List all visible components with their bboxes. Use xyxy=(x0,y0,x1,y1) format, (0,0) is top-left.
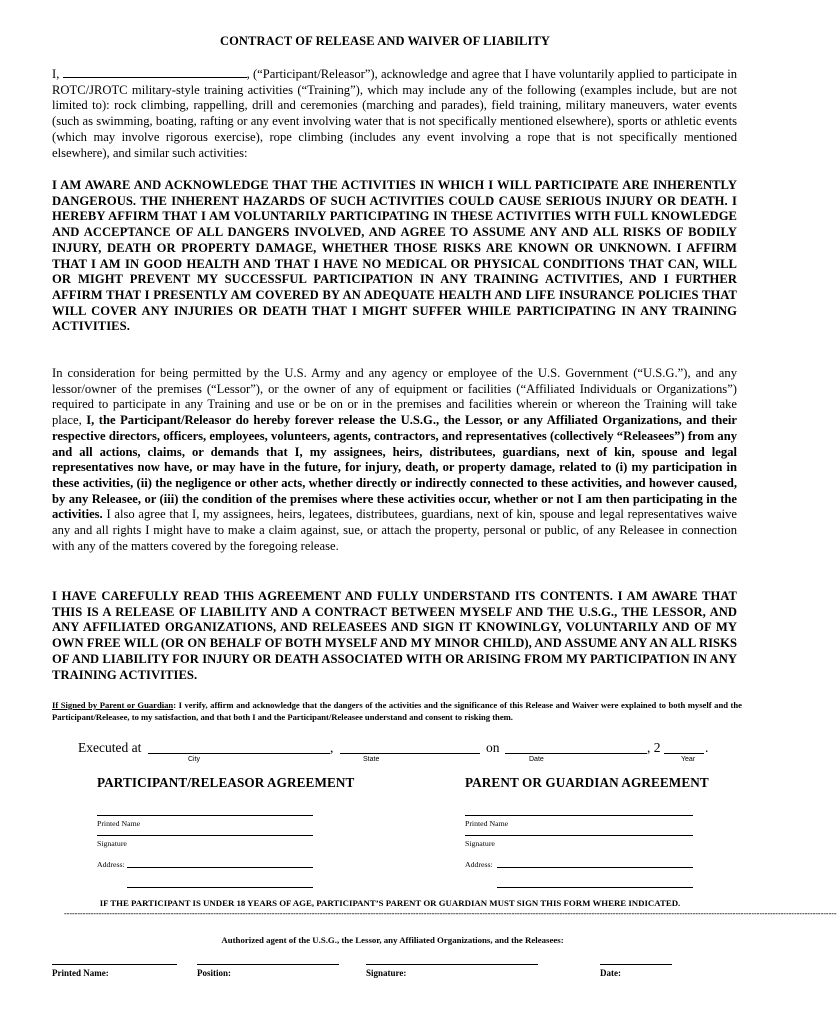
consideration-part2: I also agree that I, my assignees, heirs, legatees, distributees, guardians, next of kin, spouse and legal representatives waive any and all rights I might have to make a claim against, sue, or attach the property, personal or public, of any Releasee in connection with any of the matters covered by the foregoing release. xyxy=(52,507,737,553)
intro-prefix: I, xyxy=(52,67,60,81)
guardian-address-label: Address: xyxy=(465,860,493,869)
city-line[interactable] xyxy=(148,752,330,754)
guardian-printed-name-label: Printed Name xyxy=(465,819,509,828)
agent-date-line[interactable] xyxy=(600,964,672,965)
agreement-paragraph: I HAVE CAREFULLY READ THIS AGREEMENT AND FULLY UNDERSTAND ITS CONTENTS. I AM AWARE THAT THIS IS A RELEASE OF LIABILITY AND A CONTRACT BETWEEN MYSELF AND THE U.S.G., THE LESSOR, AND ANY AFFILIATED ORGANIZATIONS, AND RELEASEES AND SIGN IT KNOWINLGY, VOLUNTARILY AND OF MY OWN FREE WILL (OR ON BEHALF OF BOTH MYSELF AND MY MINOR CHILD), AND ASSUME ANY AN ALL RISKS OF AND LIABILITY FOR INJURY OR DEATH ASSOCIATED WITH OR ARISING FROM MY PARTICIPATION IN ANY TRAINING ACTIVITIES. xyxy=(52,589,737,682)
intro-text: , (“Participant/Releasor”), acknowledge and agree that I have voluntarily applied to participate in ROTC/JROTC military-style training activities (“Training”), which may include any of the following (examples include, but are not limited to): rock climbing, rappelling, drill and ceremonies (marching and parades), field training, military maneuvers, water events (such as swimming, boating, rafting or any event involving water that is not specifically mentioned elsewhere), sports or athletic events (which may involve rigorous exercise), rope climbing (includes any event involving a rope that is not specifically mentioned elsewhere), and similar such activities: xyxy=(52,67,738,160)
intro-paragraph xyxy=(52,66,737,161)
guardian-note-label: If Signed by Parent or Guardian xyxy=(52,700,174,710)
executed-year-prefix: , 2 xyxy=(647,740,661,755)
executed-on: on xyxy=(486,740,500,755)
date-line[interactable] xyxy=(505,752,647,754)
participant-address-label: Address: xyxy=(97,860,125,869)
participant-signature-line[interactable] xyxy=(97,835,313,836)
consideration-part1: In consideration for being permitted by the U.S. Army and any agency or employee of the U.S. Government (“U.S.G.”), and any lessor/owner of the premises (“Lessor”), or the owner of any of equipment or facilities (“Affiliated Individuals or Organizations”) required to participate in any Training and use or be on or in the premises and facilities wherein or whereon the Training will take place, xyxy=(52,366,737,428)
guardian-signature-line[interactable] xyxy=(465,835,693,836)
agent-name-line[interactable] xyxy=(52,964,177,965)
executed-comma: , xyxy=(330,740,334,755)
participant-signature-label: Signature xyxy=(97,839,127,848)
guardian-note-text: : I verify, affirm and acknowledge that the dangers of the activities and the significance of this Release and Waiver were explained to both myself and the Participant/Releasee, to my satisfaction, and that both I and the Participant/Releasee understand and consent to risking them. xyxy=(52,700,742,722)
executed-period: . xyxy=(705,740,709,755)
guardian-name-line[interactable] xyxy=(465,815,693,816)
release-clause: I, the Participant/Releasor do hereby forever release the U.S.G., the Lessor, or any Affiliated Organizations, and their respective directors, officers, employees, volunteers, agents, contractors, and representatives (collectively “Releasees”) from any and all actions, claims, or demands that I, my assignees, heirs, distributees, guardians, next of kin, spouse and legal representatives now have, or may have in the future, for injury, death, or property damage, related to (i) my participation in these activities, (ii) the negligence or other acts, whether directly or indirectly connected to these activities, and however caused, by any Releasee, or (iii) the condition of the premises where these activities occur, whether or not I am then participating in the activities. xyxy=(52,413,737,522)
document-title: CONTRACT OF RELEASE AND WAIVER OF LIABILITY xyxy=(219,34,551,48)
agent-heading: Authorized agent of the U.S.G., the Lessor, any Affiliated Organizations, and the Releasees: xyxy=(221,935,564,945)
year-label: Year xyxy=(681,756,696,763)
guardian-note xyxy=(52,699,742,723)
guardian-header: PARENT OR GUARDIAN AGREEMENT xyxy=(465,775,709,790)
agent-position-label: Position: xyxy=(197,968,232,978)
city-label: City xyxy=(188,756,201,763)
participant-address-line-1[interactable] xyxy=(127,867,313,868)
agent-signature-label: Signature: xyxy=(366,968,407,978)
executed-label: Executed at xyxy=(78,740,142,755)
state-label: State xyxy=(363,756,380,763)
date-label: Date xyxy=(529,756,544,763)
participant-name-blank[interactable] xyxy=(63,66,247,78)
year-line[interactable] xyxy=(664,752,704,754)
agent-date-label: Date: xyxy=(600,968,621,978)
participant-address-line-2[interactable] xyxy=(127,887,313,888)
separator-line: -------------------------------------------------------------------------------------------------------------------------------------------------------------------------------------------------------------------------------------------------------------------------------------------------- xyxy=(64,909,837,918)
agent-position-line[interactable] xyxy=(197,964,339,965)
participant-header: PARTICIPANT/RELEASOR AGREEMENT xyxy=(97,775,355,790)
agent-signature-line[interactable] xyxy=(366,964,538,965)
acknowledgement-paragraph: I AM AWARE AND ACKNOWLEDGE THAT THE ACTIVITIES IN WHICH I WILL PARTICIPATE ARE INHERENTLY DANGEROUS. THE INHERENT HAZARDS OF SUCH ACTIVITIES COULD CAUSE SERIOUS INJURY OR DEATH. I HEREBY AFFIRM THAT I AM VOLUNTARILY PARTICIPATING IN THESE ACTIVITIES WITH FULL KNOWLEDGE AND ACCEPTANCE OF ALL DANGERS INVOLVED, AND AGREE TO ASSUME ANY AND ALL RISKS OF BODILY INJURY, DEATH OR PROPERTY DAMAGE, WHETHER THOSE RISKS ARE KNOWN OR UNKNOWN. I AFFIRM THAT I AM IN GOOD HEALTH AND THAT I HAVE NO MEDICAL OR PHYSICAL CONDITIONS THAT CAN, WILL OR MIGHT PREVENT MY SUCCESSFUL PARTICIPATION IN ANY TRAINING ACTIVITIES, AND I FURTHER AFFIRM THAT I PRESENTLY AM COVERED BY AN ADEQUATE HEALTH AND LIFE INSURANCE POLICIES THAT WILL COVER ANY INJURIES OR DEATH THAT I MIGHT SUFFER WHILE PARTICIPATING IN ANY TRAINING ACTIVITIES. xyxy=(52,178,737,334)
consideration-paragraph xyxy=(52,366,737,554)
guardian-address-line-1[interactable] xyxy=(497,867,693,868)
guardian-signature-label: Signature xyxy=(465,839,495,848)
participant-name-line[interactable] xyxy=(97,815,313,816)
participant-printed-name-label: Printed Name xyxy=(97,819,141,828)
guardian-address-line-2[interactable] xyxy=(497,887,693,888)
agent-printed-name-label: Printed Name: xyxy=(52,968,109,978)
minor-warning: IF THE PARTICIPANT IS UNDER 18 YEARS OF AGE, PARTICIPANT’S PARENT OR GUARDIAN MUST SIGN THIS FORM WHERE INDICATED. xyxy=(99,898,681,908)
state-line[interactable] xyxy=(340,752,480,754)
